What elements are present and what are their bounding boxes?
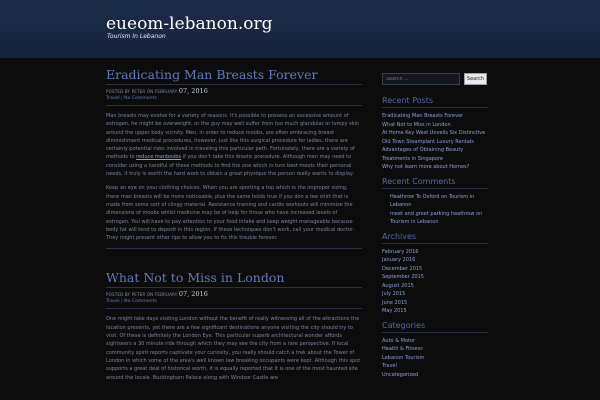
post-title[interactable]: What Not to Miss in London [106,270,285,286]
list-item[interactable]: January 2016 [382,257,416,263]
main-content [106,66,362,400]
list-item[interactable]: September 2015 [382,274,424,280]
post-body [106,106,362,242]
list-item[interactable]: Old Town Steamplant Luxury Rentals [382,138,474,145]
list-item[interactable]: Advantages of Obtaining Beauty [382,147,464,153]
archives-heading: Archives [382,231,417,241]
post-paragraph: Man breasts may evolve for a variety of reasons. It's possible to possess an excessive amount of estrogen, he might be overweight, or the guy may well suffer from too much glandular or lumpy skin around the upper body vicinity. Men, in order to reduce moobs, are often embracing breast diminishment medical procedures, however, just like this surgical procedure for ladies, there are certainly potential risks involved in traveling this particular path. Fortunately, there are a variety of methods to reduce manboobs if you don't take this drastic procedure. Although men may need to consider using a handful of these methods to find the one which in turn best meets their personal needs, it truly is worth the hard work to obtain a great physique the person really wants to display. [106,113,360,178]
meta-separator: | [121,299,123,305]
list-item[interactable]: Treatments in Singapore [382,155,444,162]
list-item[interactable]: Eradicating Man Breasts Forever [382,113,464,119]
categories-heading: Categories [382,320,426,330]
list-item[interactable]: August 2015 [382,282,414,289]
recent-comments-heading: Recent Comments [382,176,456,186]
post-paragraph: One might take days visiting London without the benefit of really witnessing all of the attractions the location presents, yet there are a few significant destinations anyone visiting the city should try to visit. Of these is definitely the London Eye. This particular superb architectural wonder affords sightseers a 30 minute ride through which they may see the city from a rare perspective. If local community spirit reports captivate your curiosity, you really should catch a trek about the Tower of London in which some of the area's well known law breaking occupants were kept. Although this spot supports a great deal of historical worth, it is equally reported that it is one of the most haunted site around the locale. Buckingham Palace along with Windsor Castle are [106,316,361,381]
site-title[interactable]: eueom-lebanon.org [106,14,273,34]
list-item[interactable]: meet and greet parking heathrow on [390,210,483,217]
meta-separator: | [121,96,123,101]
recent-comments-list [382,193,488,227]
divider [382,107,488,108]
post-date: 07, 2016 [178,87,208,95]
site-description: Tourism In Lebanon [107,33,166,40]
post-byline: POSTED BY PETER ON FEBRUARY [106,292,178,298]
list-item[interactable]: What Not to Miss in London [382,121,451,128]
list-item[interactable]: December 2015 [382,265,423,272]
list-item[interactable]: Lebanon Tourism [382,354,425,361]
post-body [106,309,362,381]
archives-list [382,248,488,316]
post-category-link[interactable]: Travel [106,96,120,101]
post [106,269,362,381]
post [106,66,362,249]
list-item[interactable]: Tourism in Lebanon [390,219,439,225]
post-comments-link[interactable]: No Comments [124,299,157,305]
search-input[interactable] [382,73,460,85]
search-form [382,73,488,85]
divider [382,332,488,333]
list-item[interactable]: July 2015 [382,291,406,297]
list-item[interactable]: Travel [382,363,397,369]
recent-posts-heading: Recent Posts [382,96,434,105]
list-item[interactable]: February 2016 [382,248,419,255]
recent-posts-list [382,112,488,172]
list-item[interactable]: May 2015 [382,308,407,314]
post-category-link[interactable]: Travel [106,299,120,305]
list-item[interactable]: At Home Key West Unveils Six Distinctive [382,130,486,136]
categories-list [382,337,488,380]
post-paragraph: Keep an eye on your clothing choices. When you are sporting a top which is the improper sizing, there man breasts will be more noticeable, plus the same holds true if you don a tee shirt that is made from some sort of clingy material. Resistance training and cardio workouts will minimize the dimensions of moobs whilst medicine may be of help for those who have increased levels of estrogen. You will have to pay attention to your food intake and keep weight manageable because body fat will tend to deposit in this region. If these techniques don't work, call your medical doctor. They might present other tips to allow you to fix this trouble forever. [106,185,355,242]
divider [106,248,362,249]
sidebar [382,73,488,383]
post-title[interactable]: Eradicating Man Breasts Forever [106,67,318,82]
list-item[interactable]: Auto & Motor [382,337,416,344]
post-date: 07, 2016 [178,290,208,299]
post-comments-link[interactable]: No Comments [124,96,157,101]
divider [382,188,488,189]
divider [382,243,488,244]
list-item[interactable]: Lebanon [390,202,412,208]
list-item[interactable]: Health & Fitness [382,346,423,352]
search-button[interactable]: Search [464,73,487,85]
list-item[interactable]: June 2015 [382,299,408,306]
site-header [0,0,600,58]
post-byline: POSTED BY PETER ON FEBRUARY [106,89,178,94]
list-item[interactable]: Uncategorized [382,371,419,378]
post-meta [106,288,362,308]
list-item[interactable]: Heathrow To Oxford on Tourism in [390,193,475,200]
inline-link[interactable]: reduce manboobs [136,154,182,161]
list-item[interactable]: Why not learn more about Homes? [382,164,470,170]
post-meta [106,85,362,105]
